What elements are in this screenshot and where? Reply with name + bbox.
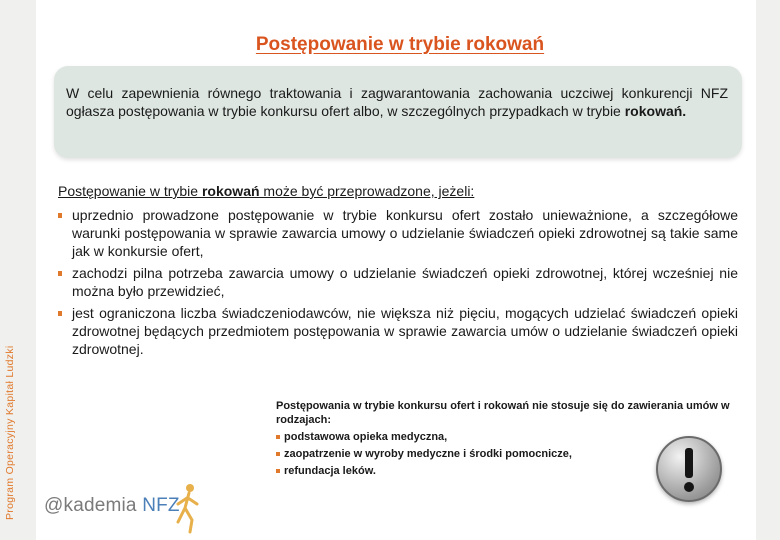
logo-prefix: @kademia	[44, 495, 137, 516]
logo-suffix: NFZ	[142, 495, 180, 516]
list-item	[58, 264, 738, 300]
bullet-icon	[276, 435, 280, 439]
bullet-icon	[276, 452, 280, 456]
right-sidebar	[756, 0, 780, 540]
list-item	[58, 304, 738, 358]
left-sidebar	[0, 0, 36, 540]
note-item-text: zaopatrzenie w wyroby medyczne i środki pomocnicze,	[284, 448, 572, 460]
callout-text-bold: rokowań.	[624, 103, 687, 119]
lead-part-2: może być przeprowadzone, jeżeli:	[259, 183, 475, 199]
list-item-text: zachodzi pilna potrzeba zawarcia umowy o udzielanie świadczeń opieki zdrowotnej, której wcześniej nie można było przewidzieć,	[72, 265, 738, 299]
exclamation-bar	[685, 448, 693, 478]
bullet-icon	[276, 469, 280, 473]
lead-part-1: Postępowanie w trybie	[58, 183, 202, 199]
list-item	[58, 206, 738, 260]
callout-text-regular: W celu zapewnienia równego traktowania i zagwarantowania zachowania uczciwej konkurencji NFZ ogłasza postępowania w trybie konkursu ofert albo, w szczególnych przypadkach w trybie	[66, 85, 728, 119]
logo-text	[44, 495, 180, 517]
program-label: Program Operacyjny Kapitał Ludzki	[4, 345, 16, 520]
bullet-icon	[58, 311, 62, 316]
note-item-text: refundacja leków.	[284, 465, 376, 477]
main-content	[58, 182, 738, 362]
conditions-list	[58, 206, 738, 358]
bullet-icon	[58, 213, 62, 218]
bullet-icon	[58, 271, 62, 276]
exclamation-icon	[656, 436, 722, 502]
note-item-text: podstawowa opieka medyczna,	[284, 431, 448, 443]
callout-text	[66, 84, 728, 120]
intro-callout	[54, 66, 742, 158]
note-intro: Postępowania w trybie konkursu ofert i rokowań nie stosuje się do zawierania umów w rodzajach:	[276, 400, 730, 426]
exclamation-dot	[684, 482, 694, 492]
academy-logo	[44, 478, 234, 534]
lead-part-bold: rokowań	[201, 183, 260, 199]
walking-figure-icon	[168, 482, 208, 534]
conditions-lead	[58, 182, 738, 200]
list-item-text: uprzednio prowadzone postępowanie w trybie konkursu ofert zostało unieważnione, a szczegółowe warunki postępowania w sprawie zawarcia umowy o udzielanie świadczeń opieki zdrowotnej są takie same jak w konkursie ofert,	[72, 207, 738, 259]
list-item-text: jest ograniczona liczba świadczeniodawców, nie większa niż pięciu, mogących udzielać świadczeń opieki zdrowotnej będących przedmiotem postępowania w sprawie zawarcia umów o udzielanie świadczeń opieki zdrowotnej.	[72, 305, 738, 357]
list-item	[276, 430, 736, 444]
page-title: Postępowanie w trybie rokowań	[255, 34, 545, 55]
